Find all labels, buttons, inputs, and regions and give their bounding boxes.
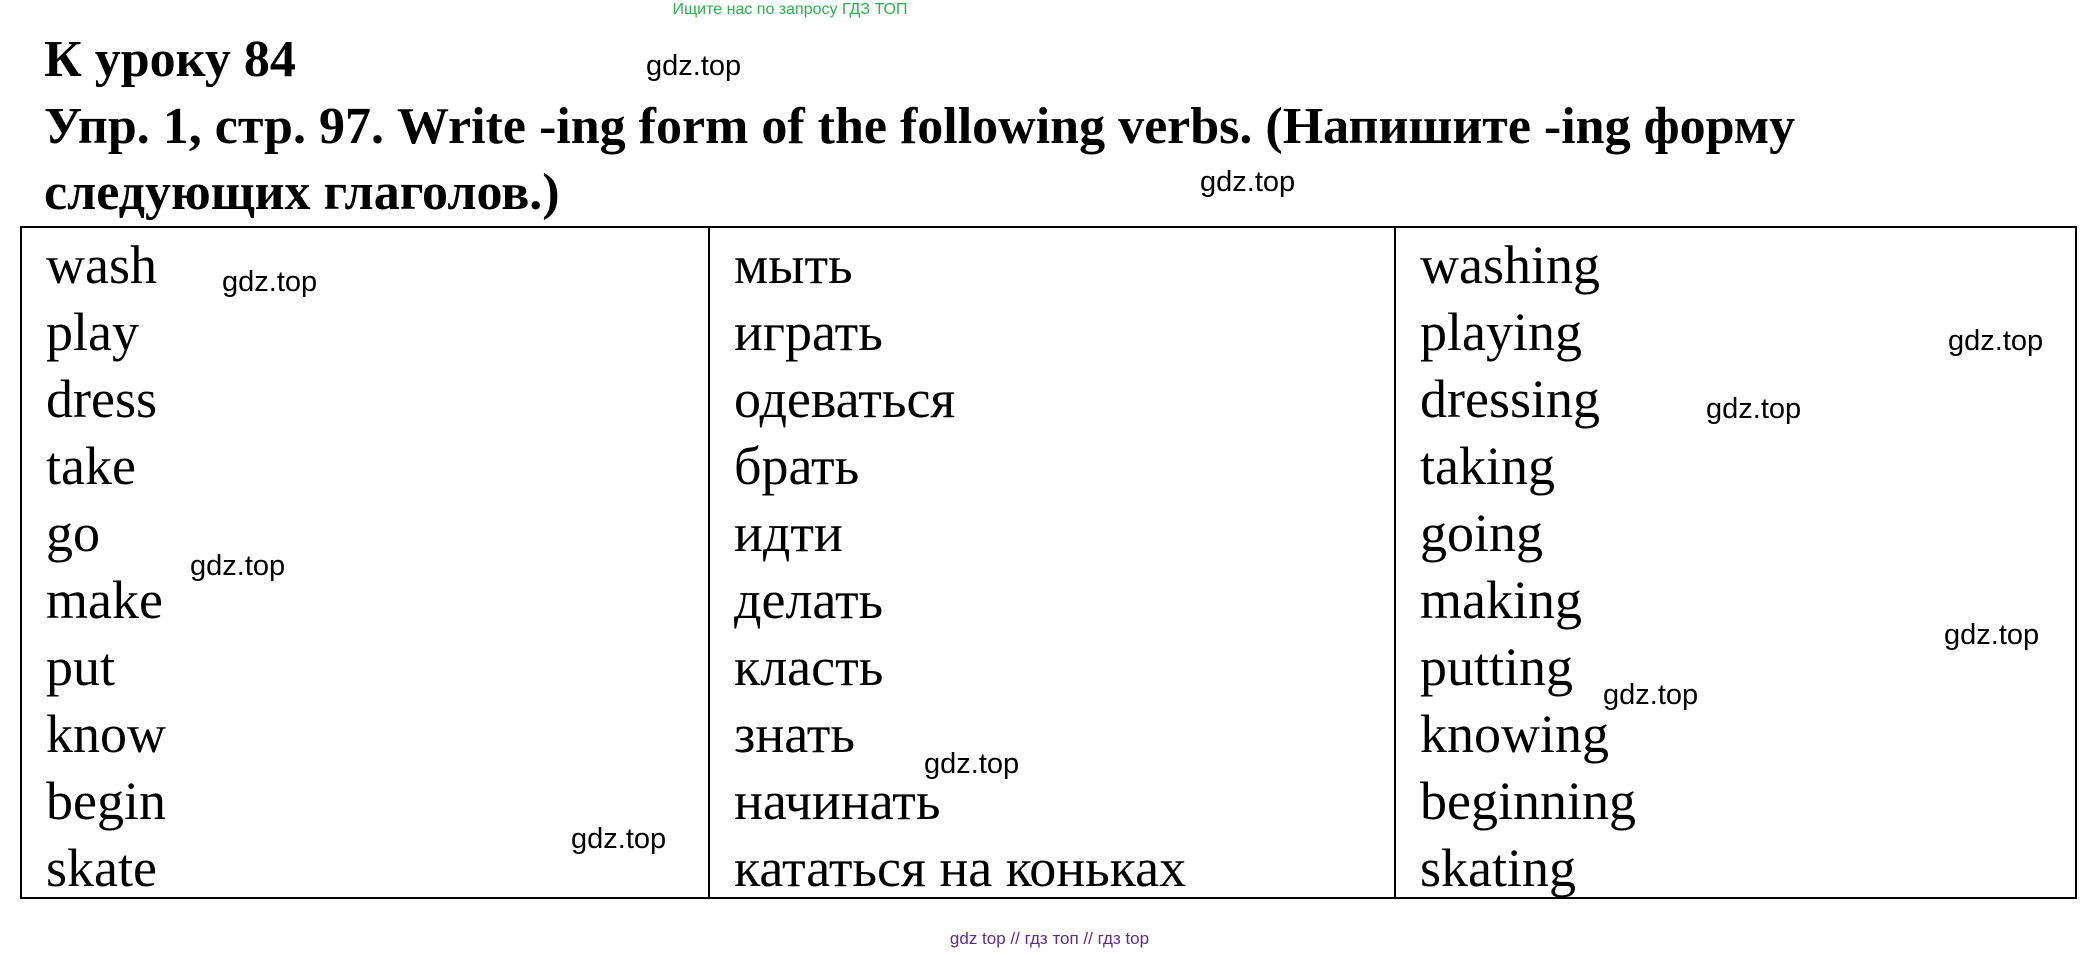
watermark: gdz.top — [1948, 325, 2044, 357]
translation-cell: идти — [734, 503, 843, 563]
translation-cell: делать — [734, 570, 884, 630]
lesson-title: К уроку 84 — [44, 31, 296, 88]
translation-cell: брать — [734, 436, 860, 496]
watermark: gdz.top — [924, 748, 1020, 780]
translations-column — [708, 228, 1394, 897]
ing-form-cell: making — [1420, 570, 1582, 630]
translation-cell: кататься на коньках — [734, 838, 1187, 898]
ing-form-cell: playing — [1420, 302, 1582, 362]
watermark: gdz.top — [571, 823, 667, 855]
watermark: gdz.top — [1200, 166, 1296, 198]
verb-cell: begin — [46, 771, 166, 831]
ing-form-cell: dressing — [1420, 369, 1600, 429]
translation-cell: одеваться — [734, 369, 956, 429]
ing-form-cell: putting — [1420, 637, 1574, 697]
watermark: gdz.top — [646, 50, 742, 82]
verb-cell: dress — [46, 369, 157, 429]
translation-cell: класть — [734, 637, 884, 697]
footer-note: gdz top // гдз топ // гдз top — [949, 929, 1150, 948]
watermark: gdz.top — [1706, 393, 1802, 425]
translation-cell: начинать — [734, 771, 941, 831]
top-search-note: Ищите нас по запросу ГДЗ ТОП — [672, 1, 908, 18]
vocab-table — [20, 226, 2077, 899]
verb-cell: make — [46, 570, 163, 630]
ing-form-cell: skating — [1420, 838, 1576, 898]
translation-cell: знать — [734, 704, 856, 764]
watermark: gdz.top — [1944, 619, 2040, 651]
verb-cell: play — [46, 302, 139, 362]
verb-cell: take — [46, 436, 136, 496]
translation-cell: играть — [734, 302, 883, 362]
verb-cell: wash — [46, 235, 157, 295]
exercise-title: Упр. 1, стр. 97. Write -ing form of the following verbs. (Напишите -ing форму следующих глаголов.) — [44, 98, 1796, 221]
verbs-column — [22, 228, 708, 897]
watermark: gdz.top — [190, 550, 286, 582]
verb-cell: know — [46, 704, 166, 764]
ing-form-cell: beginning — [1420, 771, 1636, 831]
verb-cell: skate — [46, 838, 157, 898]
verb-cell: put — [46, 637, 116, 697]
ing-form-cell: going — [1420, 503, 1544, 563]
ing-form-cell: knowing — [1420, 704, 1609, 764]
verb-cell: go — [46, 503, 100, 563]
watermark: gdz.top — [1603, 679, 1699, 711]
ing-form-cell: taking — [1420, 436, 1555, 496]
watermark: gdz.top — [222, 266, 318, 298]
ing-form-cell: washing — [1420, 235, 1600, 295]
translation-cell: мыть — [734, 235, 853, 295]
